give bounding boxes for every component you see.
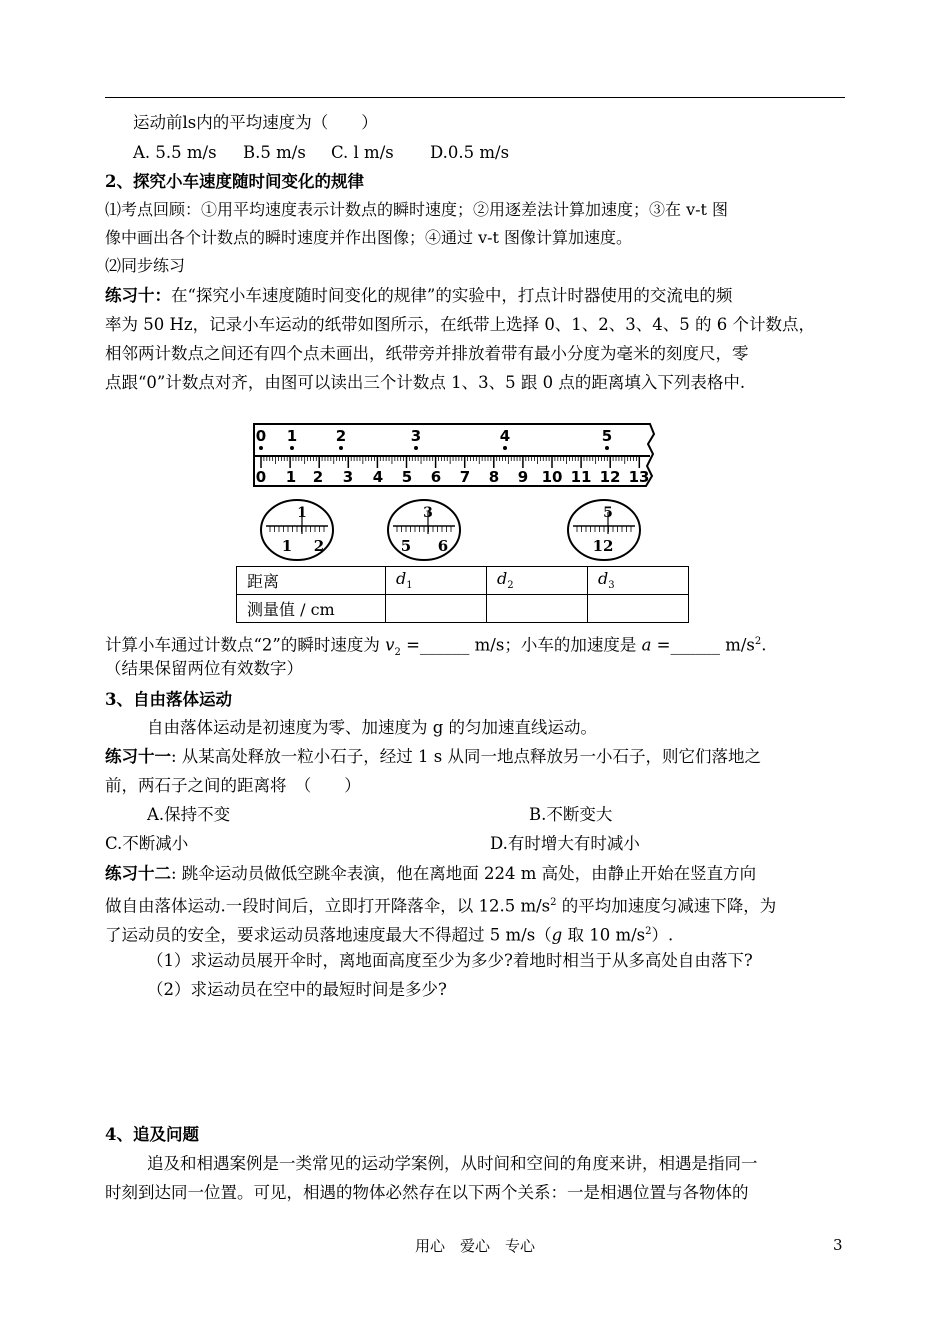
table-cell-d2: $d_2$ xyxy=(487,567,588,595)
exercise-12-question-2: （2）求运动员在空中的最短时间是多少? xyxy=(147,980,447,999)
lens-2 xyxy=(388,500,460,560)
lens-3-bottom-label: 12 xyxy=(592,537,614,555)
exercise-11-line-1: 练习十一: 从某高处释放一粒小石子，经过 1 s 从同一地点释放另一小石子，则它们落地之 xyxy=(105,747,762,766)
exercise-12-line-2: 做自由落体运动.一段时间后，立即打开降落伞，以 12.5 $m/s^2$ 的平均加速度匀减速下降，为 xyxy=(105,896,777,916)
ruler-label-7: 7 xyxy=(459,468,471,486)
calc-line: 计算小车通过计数点“2”的瞬时速度为 $v_2$ =______ m/s；小车的加速度是 a =______ $m/s^2$. xyxy=(105,635,767,658)
exercise-10-text-1: 在“探究小车速度随时间变化的规律”的实验中，打点计时器使用的交流电的频 xyxy=(171,286,733,305)
table-cell-d3: $d_3$ xyxy=(588,567,689,595)
tape-label-5: 5 xyxy=(601,427,613,445)
ruler-label-10: 10 xyxy=(541,468,563,486)
exercise-11-option-a: A.保持不变 xyxy=(147,805,231,824)
ruler-label-9: 9 xyxy=(517,468,529,486)
exercise-12-label: 练习十二 xyxy=(105,864,171,883)
exercise-10-line-3: 相邻两计数点之间还有四个点未画出，纸带旁并排放着带有最小分度为毫米的刻度尺，零 xyxy=(105,344,749,363)
top-option-b: B.5 m/s xyxy=(243,143,306,162)
tape-label-0: 0 xyxy=(255,427,267,445)
review-line-1: ⑴考点回顾：①用平均速度表示计数点的瞬时速度；②用逐差法计算加速度；③在 v-t 图 xyxy=(105,200,729,219)
ruler-label-6: 6 xyxy=(430,468,442,486)
ruler-label-12: 12 xyxy=(599,468,621,486)
exercise-10-line-4: 点跟“0”计数点对齐，由图可以读出三个计数点 1、3、5 跟 0 点的距离填入下列表格中. xyxy=(105,373,746,392)
table-cell-value xyxy=(487,595,588,623)
table-cell-value xyxy=(386,595,487,623)
exercise-11-option-d: D.有时增大有时减小 xyxy=(490,834,640,853)
table-cell-d1: $d_1$ xyxy=(386,567,487,595)
section-4-paragraph-1: 追及和相遇案例是一类常见的运动学案例，从时间和空间的角度来讲，相遇是指同一 xyxy=(147,1154,758,1173)
lens-2-left-label: 5 xyxy=(400,537,412,555)
free-fall-intro: 自由落体运动是初速度为零、加速度为 g 的匀加速直线运动。 xyxy=(147,718,598,737)
exercise-10-line-2: 率为 50 Hz，记录小车运动的纸带如图所示，在纸带上选择 0、1、2、3、4、5 的 6 个计数点， xyxy=(105,315,816,334)
exercise-10-label: 练习十： xyxy=(105,286,171,305)
ruler-label-4: 4 xyxy=(372,468,384,486)
exercise-10-line-1 xyxy=(105,283,850,309)
page-footer: 用心 爱心 专心 xyxy=(414,1237,535,1255)
top-question: 运动前ls内的平均速度为（ ） xyxy=(133,113,378,132)
ruler-label-1: 1 xyxy=(285,468,297,486)
exercise-11-label: 练习十一 xyxy=(105,747,171,766)
section-3-heading: 3、自由落体运动 xyxy=(105,690,232,709)
exercise-12-question-1: （1）求运动员展开伞时，离地面高度至少为多少?着地时相当于从多高处自由落下? xyxy=(147,951,753,970)
lens-3-top-label: 5 xyxy=(603,505,613,521)
page-number: 3 xyxy=(833,1236,843,1254)
table-row xyxy=(237,567,689,595)
magnifier-lenses xyxy=(260,498,660,562)
lens-3 xyxy=(568,500,640,560)
ruler-label-8: 8 xyxy=(488,468,500,486)
ruler-label-13: 13 xyxy=(628,468,650,486)
exercise-11-line-2: 前，两石子之间的距离将 （ ） xyxy=(105,776,361,795)
measurement-table xyxy=(236,566,689,623)
header-rule xyxy=(105,97,845,98)
section-2-heading: 2、探究小车速度随时间变化的规律 xyxy=(105,172,364,191)
lens-1-right-label: 2 xyxy=(313,537,325,555)
exercise-11-option-c: C.不断减小 xyxy=(105,834,189,853)
tape-label-3: 3 xyxy=(410,427,422,445)
table-cell-label: 测量值 / cm xyxy=(237,595,386,623)
lens-1 xyxy=(261,500,333,560)
top-option-c: C. l m/s xyxy=(331,143,394,162)
section-4-heading: 4、追及问题 xyxy=(105,1125,199,1144)
top-option-a: A. 5.5 m/s xyxy=(133,143,217,162)
lens-1-top-label: 1 xyxy=(297,505,307,521)
section-4-paragraph-2: 时刻到达同一位置。可见，相遇的物体必然存在以下两个关系：一是相遇位置与各物体的 xyxy=(105,1183,749,1202)
table-row xyxy=(237,595,689,623)
table-cell-value xyxy=(588,595,689,623)
ruler-label-2: 2 xyxy=(312,468,324,486)
tape-label-1: 1 xyxy=(286,427,298,445)
exercise-12-line-3: 了运动员的安全，要求运动员落地速度最大不得超过 5 m/s（g 取 10 $m/s^2$）. xyxy=(105,925,674,945)
exercise-11-option-b: B.不断变大 xyxy=(529,805,613,824)
exercise-12-line-1: 练习十二: 跳伞运动员做低空跳伞表演，他在离地面 224 m 高处，由静止开始在竖直方向 xyxy=(105,864,757,883)
lens-1-left-label: 1 xyxy=(281,537,293,555)
tape-label-2: 2 xyxy=(335,427,347,445)
table-cell-label: 距离 xyxy=(237,567,386,595)
lens-2-right-label: 6 xyxy=(437,537,449,555)
ruler-label-5: 5 xyxy=(401,468,413,486)
top-option-d: D.0.5 m/s xyxy=(430,143,510,162)
calc-note: （结果保留两位有效数字） xyxy=(105,659,303,678)
practice-label: ⑵同步练习 xyxy=(105,256,186,275)
ruler-label-3: 3 xyxy=(342,468,354,486)
lens-2-top-label: 3 xyxy=(423,505,433,521)
review-line-2: 像中画出各个计数点的瞬时速度并作出图像；④通过 v-t 图像计算加速度。 xyxy=(105,228,633,247)
tape-label-4: 4 xyxy=(499,427,511,445)
ruler-label-0: 0 xyxy=(255,468,267,486)
ruler-label-11: 11 xyxy=(570,468,592,486)
